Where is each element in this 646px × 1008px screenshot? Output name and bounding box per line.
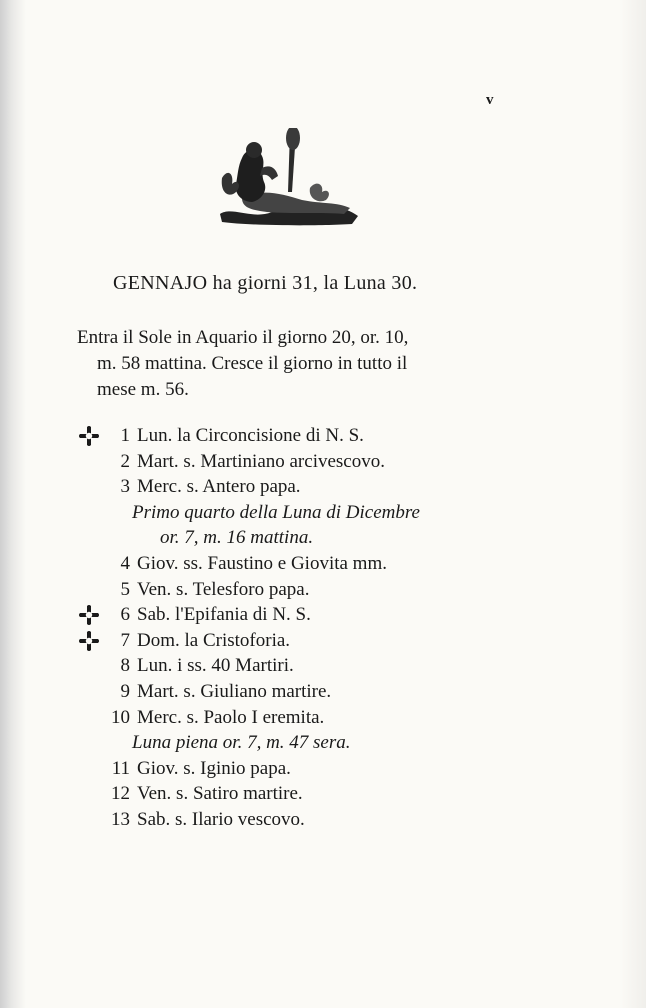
day-text: Luna piena or. 7, m. 47 sera. <box>132 732 351 754</box>
lunar-note <box>0 730 646 756</box>
lunar-note <box>0 525 646 551</box>
day-number: 11 <box>111 757 130 779</box>
day-number: 3 <box>120 476 130 498</box>
day-text: Sab. s. Ilario vescovo. <box>137 808 305 830</box>
calendar-day-entry <box>0 449 646 475</box>
day-number: 10 <box>111 706 130 728</box>
day-text: Mart. s. Giuliano martire. <box>137 680 332 702</box>
calendar-day-entry <box>0 602 646 628</box>
feast-cross-icon <box>78 423 100 448</box>
day-number: 13 <box>111 808 130 830</box>
calendar-day-entry <box>0 756 646 782</box>
day-text: Dom. la Cristoforia. <box>137 629 291 651</box>
calendar-day-entry <box>0 628 646 654</box>
calendar-day-entry <box>0 679 646 705</box>
page-signature-mark: v <box>486 92 494 108</box>
calendar-day-entry <box>0 577 646 603</box>
day-text: Giov. ss. Faustino e Giovita mm. <box>137 552 387 574</box>
day-number: 5 <box>120 578 130 600</box>
river-god-vignette-icon <box>212 128 360 228</box>
feast-cross-icon <box>78 628 100 653</box>
day-text: Giov. s. Iginio papa. <box>137 757 291 779</box>
month-intro <box>77 325 507 403</box>
day-text: Primo quarto della Luna di Dicembre <box>132 501 420 523</box>
calendar-day-entry <box>0 423 646 449</box>
day-number: 2 <box>120 450 130 472</box>
day-number: 8 <box>120 655 130 677</box>
calendar-day-entry <box>0 781 646 807</box>
day-text: Merc. s. Antero papa. <box>137 476 301 498</box>
intro-line-3: mese m. 56. <box>97 379 189 400</box>
calendar-day-entry <box>0 474 646 500</box>
day-text: Mart. s. Martiniano arcivescovo. <box>137 450 385 472</box>
day-text: Ven. s. Telesforo papa. <box>137 578 310 600</box>
day-text: Ven. s. Satiro martire. <box>137 783 303 805</box>
day-text: or. 7, m. 16 mattina. <box>160 527 314 549</box>
calendar-day-entry <box>0 653 646 679</box>
day-text: Merc. s. Paolo I eremita. <box>137 706 325 728</box>
day-number: 6 <box>120 604 130 626</box>
lunar-note <box>0 500 646 526</box>
day-text: Lun. la Circoncisione di N. S. <box>137 425 364 446</box>
day-number: 1 <box>120 425 130 446</box>
calendar-day-entry <box>0 705 646 731</box>
day-number: 12 <box>111 783 130 805</box>
feast-cross-icon <box>78 602 100 627</box>
day-number: 9 <box>120 680 130 702</box>
month-title: GENNAJO ha giorni 31, la Luna 30. <box>113 272 418 294</box>
day-number: 7 <box>120 629 130 651</box>
intro-line-2: m. 58 mattina. Cresce il giorno in tutto il <box>97 353 408 374</box>
day-text: Lun. i ss. 40 Martiri. <box>137 655 294 677</box>
day-text: Sab. l'Epifania di N. S. <box>137 604 311 626</box>
intro-line-1: Entra il Sole in Aquario il giorno 20, or. 10, <box>77 327 409 348</box>
calendar-entries <box>0 423 646 833</box>
calendar-day-entry <box>0 551 646 577</box>
calendar-day-entry <box>0 807 646 833</box>
day-number: 4 <box>120 552 130 574</box>
